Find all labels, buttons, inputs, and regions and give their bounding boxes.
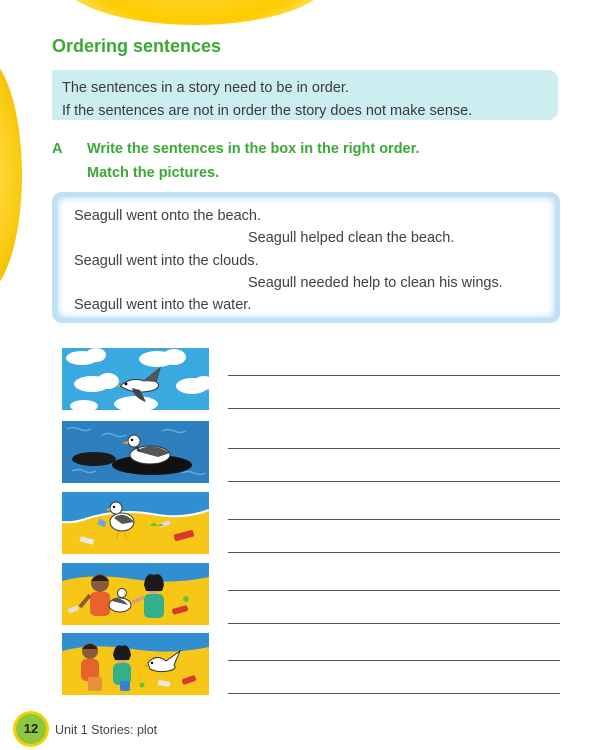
picture-seagull-clouds — [62, 348, 209, 410]
unit-label: Unit 1 Stories: plot — [55, 723, 158, 737]
sentence-3: Seagull went into the clouds. — [74, 253, 259, 269]
answer-line-5a[interactable] — [228, 660, 560, 661]
picture-children-cleaning-beach — [62, 633, 209, 695]
task-letter: A — [52, 141, 63, 157]
sentence-1: Seagull went onto the beach. — [74, 208, 262, 224]
sentence-5: Seagull went into the water. — [74, 297, 252, 313]
answer-line-1b[interactable] — [228, 408, 560, 409]
sentence-2: Seagull helped clean the beach. — [248, 230, 455, 246]
page-title: Ordering sentences — [52, 36, 222, 56]
picture-children-cleaning-seagull — [62, 563, 209, 625]
intro-line-2: If the sentences are not in order the story does not make sense. — [62, 103, 473, 119]
intro-line-1: The sentences in a story need to be in order. — [62, 80, 349, 96]
answer-line-1a[interactable] — [228, 375, 560, 376]
answer-line-3a[interactable] — [228, 519, 560, 520]
intro-box — [52, 70, 558, 120]
sun-decoration-top — [60, 0, 330, 25]
answer-line-3b[interactable] — [228, 552, 560, 553]
answer-line-4a[interactable] — [228, 590, 560, 591]
page-number-badge: 12 — [16, 714, 46, 744]
task-line-1: Write the sentences in the box in the right order. — [87, 141, 420, 157]
picture-seagull-oil — [62, 421, 209, 483]
answer-line-5b[interactable] — [228, 693, 560, 694]
sentence-box — [52, 192, 560, 323]
girl-figure — [113, 645, 131, 691]
task-line-2: Match the pictures. — [87, 165, 220, 181]
sun-decoration-left — [0, 55, 22, 295]
answer-line-2b[interactable] — [228, 481, 560, 482]
answer-line-2a[interactable] — [228, 448, 560, 449]
sentence-4: Seagull needed help to clean his wings. — [248, 275, 503, 291]
answer-line-4b[interactable] — [228, 623, 560, 624]
picture-seagull-beach — [62, 492, 209, 554]
